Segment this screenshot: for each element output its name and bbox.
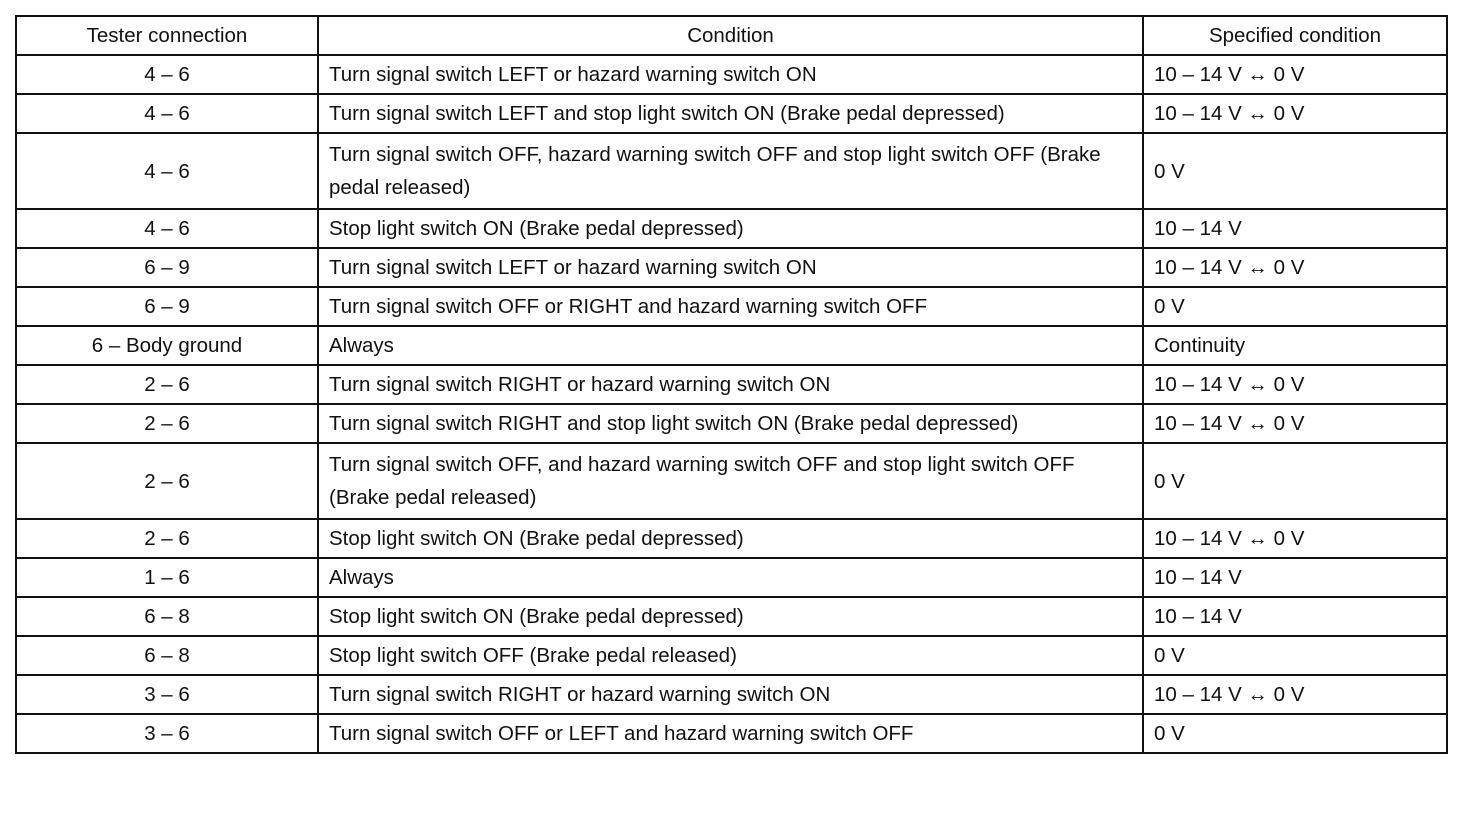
table-row bbox=[16, 636, 1447, 675]
specified-condition-cell: 0 V bbox=[1143, 287, 1447, 326]
specified-condition-cell: Continuity bbox=[1143, 326, 1447, 365]
table-row bbox=[16, 133, 1447, 209]
table-row bbox=[16, 94, 1447, 133]
tester-connection-cell: 6 – 9 bbox=[16, 248, 318, 287]
specified-condition-cell: 10 – 14 V bbox=[1143, 597, 1447, 636]
specified-condition-cell: 10 – 14 V ↔ 0 V bbox=[1143, 365, 1447, 404]
condition-cell: Turn signal switch LEFT and stop light switch ON (Brake pedal depressed) bbox=[318, 94, 1143, 133]
tester-connection-cell: 6 – Body ground bbox=[16, 326, 318, 365]
tester-spec-table bbox=[15, 15, 1448, 754]
tester-connection-cell: 2 – 6 bbox=[16, 404, 318, 443]
table-row bbox=[16, 558, 1447, 597]
table-row bbox=[16, 714, 1447, 753]
tester-connection-cell: 2 – 6 bbox=[16, 365, 318, 404]
tester-connection-cell: 4 – 6 bbox=[16, 209, 318, 248]
condition-cell: Turn signal switch OFF, and hazard warning switch OFF and stop light switch OFF (Brake pedal released) bbox=[318, 443, 1143, 519]
condition-cell: Turn signal switch OFF, hazard warning switch OFF and stop light switch OFF (Brake pedal released) bbox=[318, 133, 1143, 209]
table-row bbox=[16, 365, 1447, 404]
tester-connection-cell: 6 – 8 bbox=[16, 597, 318, 636]
specified-condition-cell: 10 – 14 V bbox=[1143, 209, 1447, 248]
condition-cell: Always bbox=[318, 558, 1143, 597]
table-row bbox=[16, 597, 1447, 636]
table-row bbox=[16, 519, 1447, 558]
table-row bbox=[16, 404, 1447, 443]
table-row bbox=[16, 443, 1447, 519]
specified-condition-cell: 10 – 14 V bbox=[1143, 558, 1447, 597]
condition-cell: Turn signal switch RIGHT or hazard warning switch ON bbox=[318, 365, 1143, 404]
header-specified-condition: Specified condition bbox=[1143, 16, 1447, 55]
tester-connection-cell: 2 – 6 bbox=[16, 519, 318, 558]
condition-cell: Stop light switch OFF (Brake pedal released) bbox=[318, 636, 1143, 675]
condition-cell: Stop light switch ON (Brake pedal depressed) bbox=[318, 597, 1143, 636]
table-row bbox=[16, 287, 1447, 326]
condition-cell: Turn signal switch LEFT or hazard warning switch ON bbox=[318, 55, 1143, 94]
tester-connection-cell: 4 – 6 bbox=[16, 55, 318, 94]
condition-cell: Turn signal switch OFF or RIGHT and hazard warning switch OFF bbox=[318, 287, 1143, 326]
header-condition: Condition bbox=[318, 16, 1143, 55]
specified-condition-cell: 10 – 14 V ↔ 0 V bbox=[1143, 404, 1447, 443]
header-tester-connection: Tester connection bbox=[16, 16, 318, 55]
table-row bbox=[16, 326, 1447, 365]
specified-condition-cell: 0 V bbox=[1143, 636, 1447, 675]
tester-connection-cell: 4 – 6 bbox=[16, 133, 318, 209]
table-row bbox=[16, 55, 1447, 94]
tester-connection-cell: 1 – 6 bbox=[16, 558, 318, 597]
tester-connection-cell: 2 – 6 bbox=[16, 443, 318, 519]
condition-cell: Always bbox=[318, 326, 1143, 365]
specified-condition-cell: 10 – 14 V ↔ 0 V bbox=[1143, 94, 1447, 133]
tester-connection-cell: 6 – 8 bbox=[16, 636, 318, 675]
table-header-row bbox=[16, 16, 1447, 55]
tester-connection-cell: 3 – 6 bbox=[16, 675, 318, 714]
condition-cell: Turn signal switch RIGHT or hazard warning switch ON bbox=[318, 675, 1143, 714]
condition-cell: Turn signal switch LEFT or hazard warning switch ON bbox=[318, 248, 1143, 287]
table-row bbox=[16, 675, 1447, 714]
specified-condition-cell: 10 – 14 V ↔ 0 V bbox=[1143, 248, 1447, 287]
condition-cell: Stop light switch ON (Brake pedal depressed) bbox=[318, 209, 1143, 248]
specified-condition-cell: 0 V bbox=[1143, 714, 1447, 753]
tester-connection-cell: 3 – 6 bbox=[16, 714, 318, 753]
specified-condition-cell: 0 V bbox=[1143, 443, 1447, 519]
specified-condition-cell: 10 – 14 V ↔ 0 V bbox=[1143, 675, 1447, 714]
table-row bbox=[16, 209, 1447, 248]
tester-connection-cell: 6 – 9 bbox=[16, 287, 318, 326]
tester-connection-cell: 4 – 6 bbox=[16, 94, 318, 133]
table-row bbox=[16, 248, 1447, 287]
condition-cell: Turn signal switch OFF or LEFT and hazard warning switch OFF bbox=[318, 714, 1143, 753]
specified-condition-cell: 10 – 14 V ↔ 0 V bbox=[1143, 519, 1447, 558]
specified-condition-cell: 0 V bbox=[1143, 133, 1447, 209]
condition-cell: Turn signal switch RIGHT and stop light switch ON (Brake pedal depressed) bbox=[318, 404, 1143, 443]
specified-condition-cell: 10 – 14 V ↔ 0 V bbox=[1143, 55, 1447, 94]
condition-cell: Stop light switch ON (Brake pedal depressed) bbox=[318, 519, 1143, 558]
